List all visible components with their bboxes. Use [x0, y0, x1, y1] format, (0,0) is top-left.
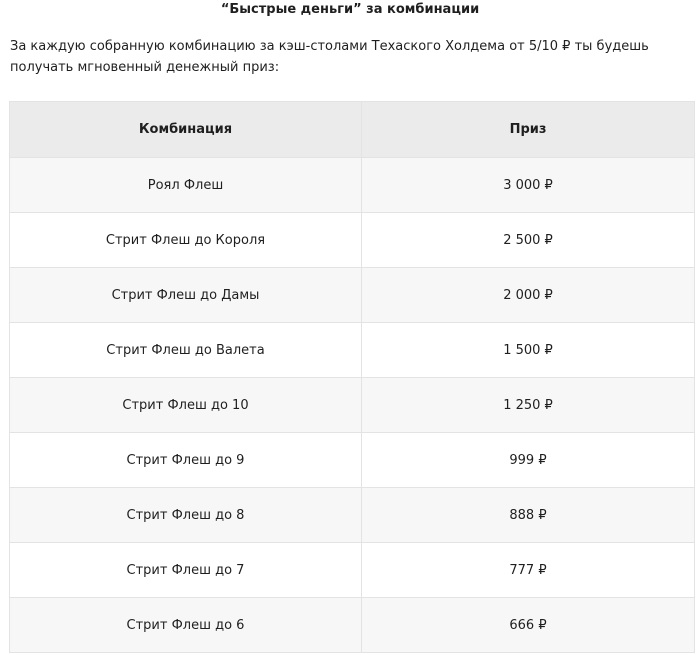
prize-cell: 1 250 ₽ [362, 378, 695, 433]
combination-cell: Стрит Флеш до 9 [10, 433, 362, 488]
prize-cell: 1 500 ₽ [362, 323, 695, 378]
combination-cell: Стрит Флеш до 6 [10, 598, 362, 653]
prize-cell: 2 000 ₽ [362, 268, 695, 323]
table-row [10, 213, 695, 268]
prize-table [9, 101, 695, 653]
column-header-prize: Приз [362, 102, 695, 158]
prize-cell: 2 500 ₽ [362, 213, 695, 268]
combination-cell: Стрит Флеш до 10 [10, 378, 362, 433]
combination-cell: Стрит Флеш до Валета [10, 323, 362, 378]
table-row [10, 323, 695, 378]
prize-table-container [9, 101, 694, 653]
combination-cell: Стрит Флеш до 7 [10, 543, 362, 598]
column-header-combination: Комбинация [10, 102, 362, 158]
prize-cell: 777 ₽ [362, 543, 695, 598]
table-header-row [10, 102, 695, 158]
prize-cell: 888 ₽ [362, 488, 695, 543]
table-row [10, 543, 695, 598]
intro-text: За каждую собранную комбинацию за кэш-столами Техаского Холдема от 5/10 ₽ ты будешь получать мгновенный денежный приз: [10, 39, 649, 75]
section-title: “Быстрые деньги” за комбинации [220, 2, 480, 17]
prize-cell: 3 000 ₽ [362, 158, 695, 213]
table-body [10, 158, 695, 653]
table-row [10, 598, 695, 653]
table-header [10, 102, 695, 158]
table-row [10, 488, 695, 543]
table-row [10, 158, 695, 213]
table-row [10, 433, 695, 488]
combination-cell: Стрит Флеш до 8 [10, 488, 362, 543]
prize-cell: 666 ₽ [362, 598, 695, 653]
table-row [10, 268, 695, 323]
combination-cell: Роял Флеш [10, 158, 362, 213]
prize-cell: 999 ₽ [362, 433, 695, 488]
table-row [10, 378, 695, 433]
combination-cell: Стрит Флеш до Короля [10, 213, 362, 268]
combination-cell: Стрит Флеш до Дамы [10, 268, 362, 323]
